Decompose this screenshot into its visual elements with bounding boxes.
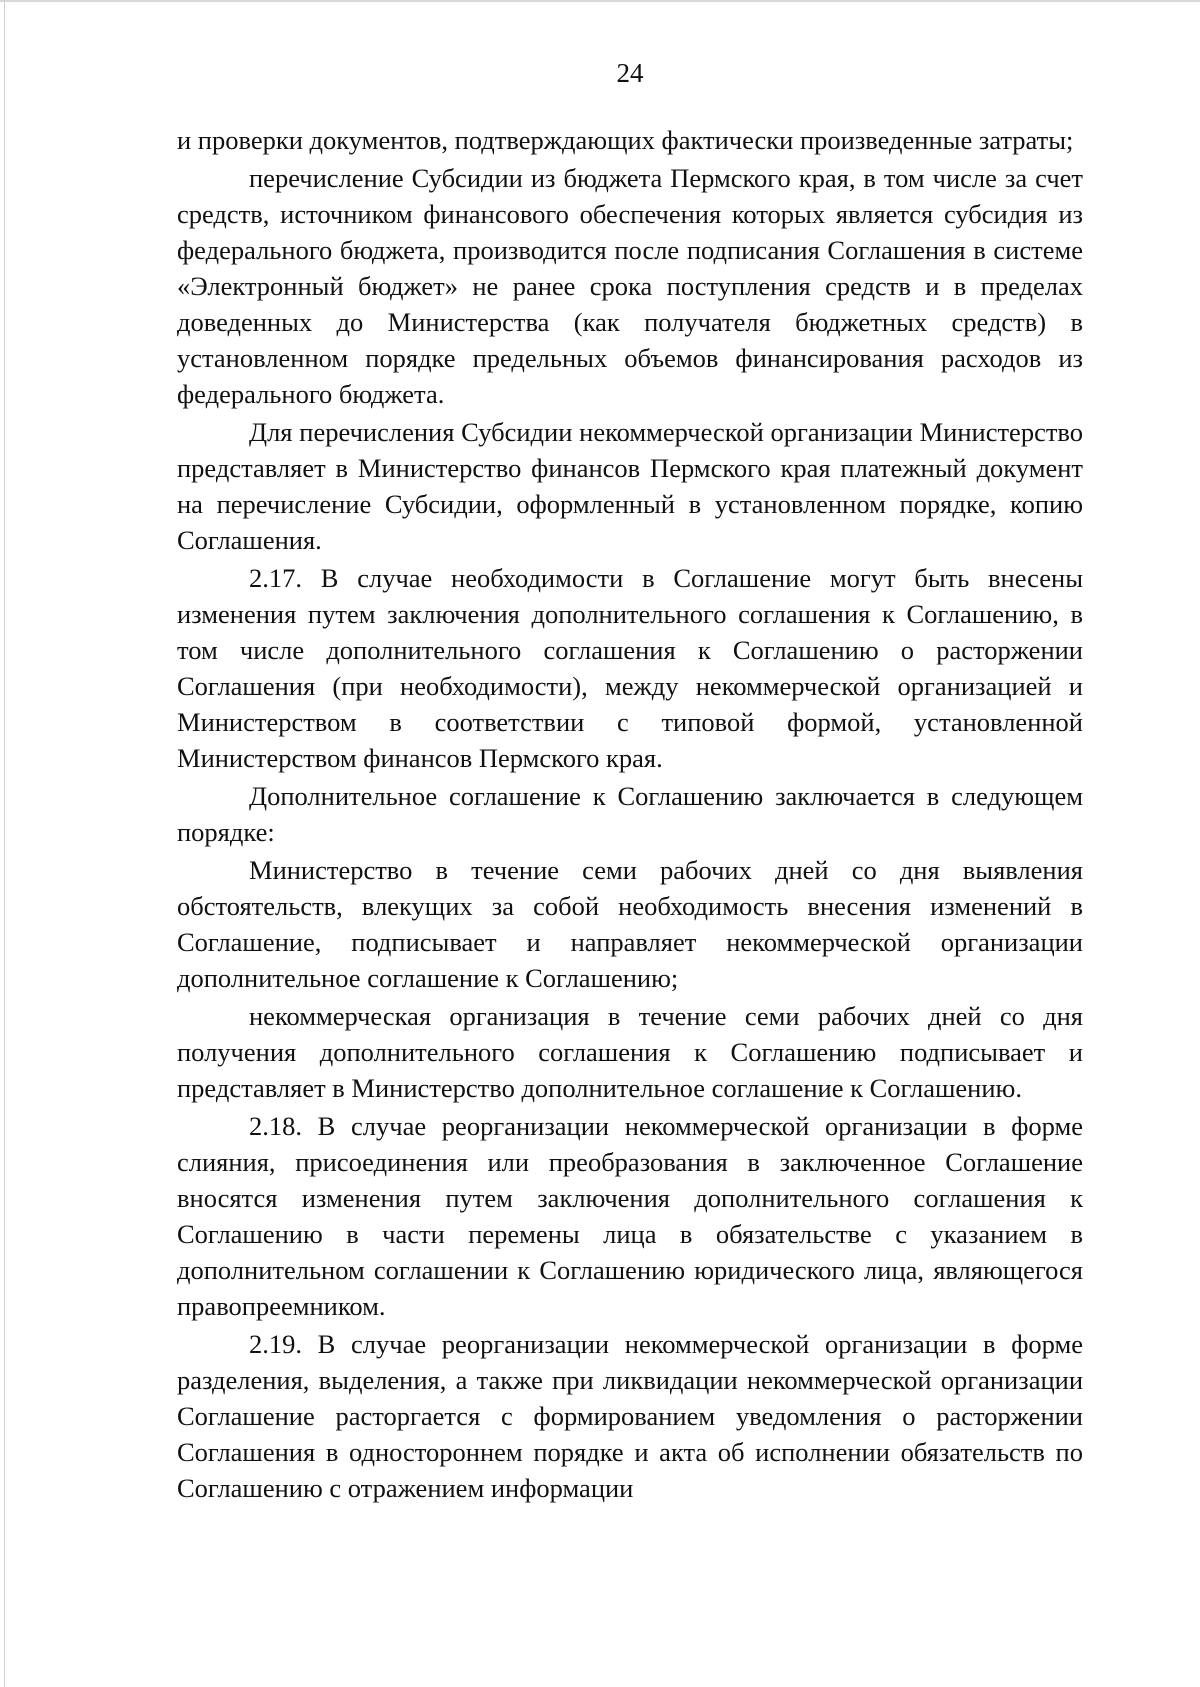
paragraph-6: Министерство в течение семи рабочих дней со дня выявления обстоятельств, влекущих за собой необходимость внесения изменений в Соглашение, подписывает и направляет некоммерческой организации дополнительное соглашение к Соглашению;	[177, 855, 1083, 993]
scan-edge-top	[0, 0, 1200, 2]
paragraph-2: перечисление Субсидии из бюджета Пермского края, в том числе за счет средств, источником финансового обеспечения которых является субсидия из федерального бюджета, производится после подписания Соглашения в системе «Электронный бюджет» не ранее срока поступления средств и в пределах доведенных до Министерства (как получателя бюджетных средств) в установленном порядке предельных объемов финансирования расходов из федерального бюджета.	[177, 163, 1083, 409]
page-number: 24	[616, 58, 644, 88]
paragraph-5: Дополнительное соглашение к Соглашению заключается в следующем порядке:	[177, 781, 1083, 847]
paragraph-4: 2.17. В случае необходимости в Соглашение могут быть внесены изменения путем заключения дополнительного соглашения к Соглашению, в том числе дополнительного соглашения к Соглашению о расторжении Соглашения (при необходимости), между некоммерческой организацией и Министерством в соответствии с типовой формой, установленной Министерством финансов Пермского края.	[177, 563, 1083, 773]
document-body	[177, 122, 1083, 1506]
paragraph-3: Для перечисления Субсидии некоммерческой организации Министерство представляет в Министерство финансов Пермского края платежный документ на перечисление Субсидии, оформленный в установленном порядке, копию Соглашения.	[177, 417, 1083, 555]
paragraph-1: и проверки документов, подтверждающих фактически произведенные затраты;	[177, 125, 1074, 155]
scan-edge-left	[4, 0, 5, 1687]
paragraph-9: 2.19. В случае реорганизации некоммерческой организации в форме разделения, выделения, а также при ликвидации некоммерческой организации Соглашение расторгается с формированием уведомления о расторжении Соглашения в одностороннем порядке и акта об исполнении обязательств по Соглашению с отражением информации	[177, 1329, 1083, 1503]
paragraph-8: 2.18. В случае реорганизации некоммерческой организации в форме слияния, присоединения или преобразования в заключенное Соглашение вносятся изменения путем заключения дополнительного соглашения к Соглашению в части перемены лица в обязательстве с указанием в дополнительном соглашении к Соглашению юридического лица, являющегося правопреемником.	[177, 1111, 1083, 1321]
paragraph-7: некоммерческая организация в течение семи рабочих дней со дня получения дополнительного соглашения к Соглашению подписывает и представляет в Министерство дополнительное соглашение к Соглашению.	[177, 1001, 1083, 1103]
